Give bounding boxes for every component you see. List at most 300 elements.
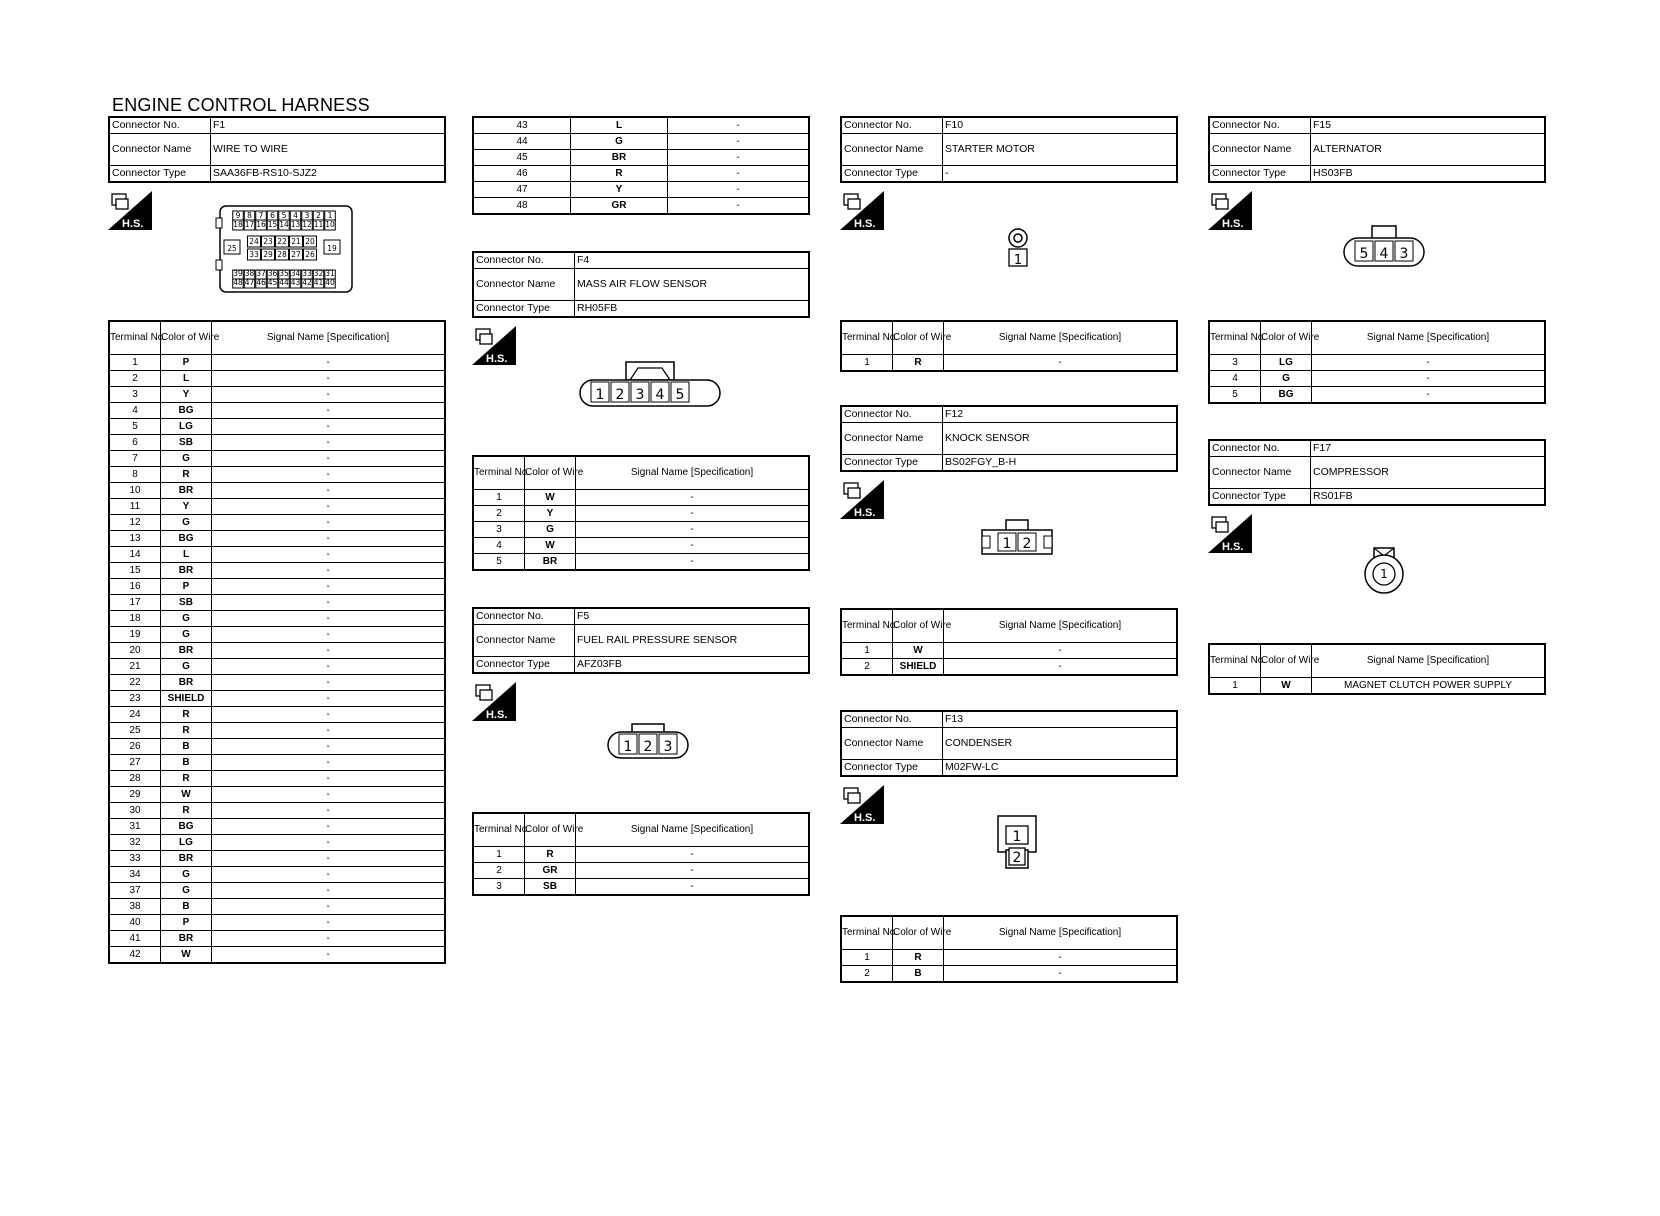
- hs-label: H.S.: [486, 709, 508, 721]
- terminal-no-cell: 32: [109, 835, 161, 851]
- pin-label: 27: [291, 250, 301, 259]
- terminal-no-cell: 21: [109, 659, 161, 675]
- terminal-no-cell: 29: [109, 787, 161, 803]
- pin-label: 41: [313, 278, 324, 287]
- wire-color-cell: BG: [161, 531, 212, 547]
- table-row: [109, 371, 445, 387]
- wire-color-cell: W: [525, 490, 576, 506]
- terminal-no-header: Terminal No.: [109, 321, 161, 355]
- signal-name-cell: -: [212, 915, 446, 931]
- signal-name-cell: -: [212, 403, 446, 419]
- connector-f13-pin-table: [840, 915, 1178, 983]
- pin-label: 48: [233, 278, 243, 287]
- table-row: [1209, 355, 1545, 371]
- table-row: [109, 675, 445, 691]
- wire-color-cell: G: [161, 451, 212, 467]
- table-row: [1209, 387, 1545, 404]
- connector-f15-diagram: [1342, 224, 1426, 270]
- terminal-no-cell: 19: [109, 627, 161, 643]
- terminal-no-cell: 12: [109, 515, 161, 531]
- signal-name-cell: -: [212, 515, 446, 531]
- signal-name-cell: -: [212, 355, 446, 371]
- wire-color-cell: SB: [161, 435, 212, 451]
- table-row: [109, 931, 445, 947]
- harness-side-icon: [472, 682, 516, 721]
- wire-color-cell: BR: [161, 675, 212, 691]
- wire-color-cell: BR: [161, 643, 212, 659]
- pin-table: [840, 608, 1178, 676]
- harness-side-icon: [1208, 191, 1252, 230]
- wire-color-cell: G: [161, 883, 212, 899]
- table-row: [473, 117, 809, 134]
- hs-label: H.S.: [854, 812, 876, 824]
- connector-name-value: CONDENSER: [943, 728, 1178, 760]
- terminal-no-cell: 31: [109, 819, 161, 835]
- signal-name-cell: -: [212, 707, 446, 723]
- pin-label: 32: [313, 269, 324, 278]
- connector-f12-pin-table: [840, 608, 1178, 676]
- pin-label: 19: [327, 244, 337, 253]
- wire-color-cell: W: [161, 947, 212, 964]
- terminal-no-cell: 2: [841, 966, 893, 983]
- signal-name-cell: -: [576, 554, 810, 571]
- pin-label: 7: [258, 211, 264, 220]
- connector-type-value: RH05FB: [575, 301, 810, 318]
- signal-name-cell: -: [212, 643, 446, 659]
- hs-label: H.S.: [122, 218, 144, 230]
- wire-color-cell: SHIELD: [893, 659, 944, 676]
- pin-label: 2: [643, 739, 653, 755]
- terminal-no-cell: 1: [841, 950, 893, 966]
- connector-no-label: Connector No.: [1209, 117, 1311, 134]
- terminal-no-cell: 3: [473, 522, 525, 538]
- connector-type-value: HS03FB: [1311, 166, 1546, 183]
- wire-color-cell: R: [161, 467, 212, 483]
- connector-info-table: [1208, 116, 1546, 183]
- signal-name-header: Signal Name [Specification]: [576, 813, 810, 847]
- signal-name-cell: -: [212, 947, 446, 964]
- signal-name-header: Signal Name [Specification]: [1312, 644, 1546, 678]
- table-row: [109, 531, 445, 547]
- pin-label: 46: [256, 278, 266, 287]
- pin-label: 5: [1359, 246, 1369, 262]
- wire-color-cell: BR: [161, 931, 212, 947]
- signal-name-cell: -: [212, 483, 446, 499]
- hs-label: H.S.: [854, 507, 876, 519]
- connector-type-label: Connector Type: [473, 657, 575, 674]
- pin-label: 2: [615, 387, 625, 403]
- pin-label: 3: [304, 211, 310, 220]
- connector-f10-pin-table: [840, 320, 1178, 372]
- terminal-no-cell: 22: [109, 675, 161, 691]
- table-row: [1209, 371, 1545, 387]
- table-row: [109, 883, 445, 899]
- connector-f17-diagram: [1362, 546, 1406, 596]
- table-row: [109, 563, 445, 579]
- signal-name-cell: -: [212, 867, 446, 883]
- terminal-no-cell: 38: [109, 899, 161, 915]
- wire-color-cell: Y: [571, 182, 668, 198]
- wire-color-cell: P: [161, 915, 212, 931]
- pin-label: 1: [595, 387, 605, 403]
- signal-name-cell: -: [944, 966, 1178, 983]
- table-row: [841, 643, 1177, 659]
- terminal-no-cell: 2: [473, 863, 525, 879]
- hs-label: H.S.: [486, 353, 508, 365]
- pin-label: 3: [663, 739, 673, 755]
- connector-info-table: [840, 116, 1178, 183]
- signal-name-cell: -: [212, 755, 446, 771]
- table-row: [109, 499, 445, 515]
- page-title: ENGINE CONTROL HARNESS: [112, 95, 370, 115]
- wire-color-cell: Y: [525, 506, 576, 522]
- wire-color-cell: BG: [161, 403, 212, 419]
- connector-f12-diagram: [980, 518, 1054, 558]
- signal-name-cell: -: [212, 675, 446, 691]
- terminal-no-cell: 48: [473, 198, 571, 215]
- pin-label: 26: [305, 250, 315, 259]
- wire-color-cell: L: [161, 547, 212, 563]
- pin-label: 10: [325, 220, 335, 229]
- signal-name-cell: -: [576, 522, 810, 538]
- terminal-no-cell: 41: [109, 931, 161, 947]
- table-row: [473, 847, 809, 863]
- table-row: [473, 554, 809, 571]
- pin-label: 4: [1379, 246, 1389, 262]
- harness-side-icon: [840, 191, 884, 230]
- connector-info-table: [472, 607, 810, 674]
- terminal-no-header: Terminal No.: [841, 916, 893, 950]
- pin-table: [472, 116, 810, 215]
- table-row: [473, 150, 809, 166]
- signal-name-cell: MAGNET CLUTCH POWER SUPPLY: [1312, 678, 1546, 695]
- pin-label: 1: [1012, 829, 1022, 845]
- terminal-no-cell: 3: [473, 879, 525, 896]
- terminal-no-cell: 33: [109, 851, 161, 867]
- pin-label: 1: [1013, 253, 1023, 268]
- signal-name-cell: -: [212, 387, 446, 403]
- connector-f1-diagram: [216, 204, 356, 294]
- pin-label: 33: [249, 250, 259, 259]
- signal-name-cell: -: [212, 771, 446, 787]
- terminal-no-cell: 44: [473, 134, 571, 150]
- pin-table: [1208, 643, 1546, 695]
- pin-label: 2: [316, 211, 321, 220]
- wire-color-cell: R: [161, 723, 212, 739]
- signal-name-cell: -: [212, 835, 446, 851]
- wire-color-cell: W: [1261, 678, 1312, 695]
- table-row: [109, 691, 445, 707]
- signal-name-cell: -: [944, 659, 1178, 676]
- color-of-wire-header: Color of Wire: [893, 321, 944, 355]
- terminal-no-cell: 13: [109, 531, 161, 547]
- signal-name-cell: -: [1312, 355, 1546, 371]
- wire-color-cell: R: [893, 950, 944, 966]
- connector-name-value: MASS AIR FLOW SENSOR: [575, 269, 810, 301]
- signal-name-cell: -: [212, 931, 446, 947]
- pin-label: 34: [290, 269, 301, 278]
- signal-name-cell: -: [212, 739, 446, 755]
- wire-color-cell: P: [161, 355, 212, 371]
- table-row: [109, 915, 445, 931]
- terminal-no-cell: 23: [109, 691, 161, 707]
- hs-label: H.S.: [854, 218, 876, 230]
- pin-table: [472, 812, 810, 896]
- connector-name-value: WIRE TO WIRE: [211, 134, 446, 166]
- wire-color-cell: GR: [571, 198, 668, 215]
- table-row: [109, 707, 445, 723]
- table-row: [109, 547, 445, 563]
- table-row: [109, 355, 445, 371]
- connector-type-value: -: [943, 166, 1178, 183]
- pin-label: 29: [263, 250, 273, 259]
- terminal-no-cell: 46: [473, 166, 571, 182]
- connector-f17-pin-table: [1208, 643, 1546, 695]
- connector-no-label: Connector No.: [841, 117, 943, 134]
- terminal-no-cell: 37: [109, 883, 161, 899]
- table-row: [841, 966, 1177, 983]
- color-of-wire-header: Color of Wire: [1261, 644, 1312, 678]
- signal-name-cell: -: [668, 134, 810, 150]
- wire-color-cell: W: [893, 643, 944, 659]
- connector-name-value: ALTERNATOR: [1311, 134, 1546, 166]
- terminal-no-cell: 14: [109, 547, 161, 563]
- signal-name-cell: -: [212, 467, 446, 483]
- wire-color-cell: G: [1261, 371, 1312, 387]
- connector-info-table: [108, 116, 446, 183]
- signal-name-cell: -: [668, 117, 810, 134]
- signal-name-cell: -: [576, 879, 810, 896]
- pin-label: 5: [675, 387, 685, 403]
- harness-side-icon: [840, 480, 884, 519]
- terminal-no-cell: 4: [109, 403, 161, 419]
- terminal-no-cell: 2: [109, 371, 161, 387]
- hs-label: H.S.: [1222, 218, 1244, 230]
- signal-name-cell: -: [576, 538, 810, 554]
- pin-label: 12: [302, 220, 312, 229]
- wire-color-cell: G: [161, 627, 212, 643]
- table-row: [1209, 678, 1545, 695]
- connector-no-label: Connector No.: [841, 711, 943, 728]
- pin-label: 13: [290, 220, 301, 229]
- connector-type-label: Connector Type: [473, 301, 575, 318]
- table-row: [109, 435, 445, 451]
- wire-color-cell: B: [161, 755, 212, 771]
- pin-label: 20: [305, 237, 315, 246]
- wire-color-cell: LG: [1261, 355, 1312, 371]
- connector-no-label: Connector No.: [109, 117, 211, 134]
- pin-label: 15: [267, 220, 278, 229]
- terminal-no-cell: 42: [109, 947, 161, 964]
- connector-f13: [840, 710, 1178, 777]
- wire-color-cell: Y: [161, 499, 212, 515]
- wire-color-cell: G: [571, 134, 668, 150]
- connector-no-label: Connector No.: [841, 406, 943, 423]
- connector-f5-pin-table: [472, 812, 810, 896]
- signal-name-cell: -: [944, 643, 1178, 659]
- terminal-no-cell: 1: [841, 355, 893, 372]
- connector-info-table: [1208, 439, 1546, 506]
- connector-name-value: KNOCK SENSOR: [943, 423, 1178, 455]
- pin-label: 11: [313, 220, 324, 229]
- terminal-no-cell: 4: [1209, 371, 1261, 387]
- harness-side-icon: [472, 326, 516, 365]
- connector-f1-continued-table: [472, 116, 810, 215]
- wire-color-cell: BR: [161, 851, 212, 867]
- pin-label: 38: [244, 269, 255, 278]
- pin-label: 1: [1002, 536, 1012, 552]
- signal-name-cell: -: [212, 419, 446, 435]
- table-row: [109, 595, 445, 611]
- pin-label: 2: [1022, 536, 1032, 552]
- connector-f13-diagram: [996, 814, 1038, 870]
- connector-f10: [840, 116, 1178, 183]
- connector-no-label: Connector No.: [1209, 440, 1311, 457]
- table-row: [109, 515, 445, 531]
- table-row: [109, 851, 445, 867]
- connector-no-value: F10: [943, 117, 1178, 134]
- pin-label: 35: [279, 269, 289, 278]
- connector-name-label: Connector Name: [1209, 457, 1311, 489]
- wire-color-cell: G: [161, 659, 212, 675]
- hs-label: H.S.: [1222, 541, 1244, 553]
- signal-name-cell: -: [668, 166, 810, 182]
- signal-name-header: Signal Name [Specification]: [944, 609, 1178, 643]
- connector-no-value: F4: [575, 252, 810, 269]
- connector-type-value: M02FW-LC: [943, 760, 1178, 777]
- wire-color-cell: L: [161, 371, 212, 387]
- connector-f15-pin-table: [1208, 320, 1546, 404]
- connector-name-label: Connector Name: [841, 423, 943, 455]
- terminal-no-cell: 1: [841, 643, 893, 659]
- pin-label: 18: [233, 220, 243, 229]
- terminal-no-cell: 45: [473, 150, 571, 166]
- pin-label: 39: [233, 269, 243, 278]
- pin-label: 9: [235, 211, 241, 220]
- wire-color-cell: B: [161, 739, 212, 755]
- table-row: [109, 579, 445, 595]
- pin-table: [472, 455, 810, 571]
- connector-name-label: Connector Name: [1209, 134, 1311, 166]
- table-row: [473, 538, 809, 554]
- table-row: [109, 611, 445, 627]
- wire-color-cell: Y: [161, 387, 212, 403]
- table-row: [109, 835, 445, 851]
- pin-label: 8: [247, 211, 252, 220]
- wire-color-cell: BR: [571, 150, 668, 166]
- connector-name-value: COMPRESSOR: [1311, 457, 1546, 489]
- color-of-wire-header: Color of Wire: [161, 321, 212, 355]
- table-row: [473, 879, 809, 896]
- connector-type-value: SAA36FB-RS10-SJZ2: [211, 166, 446, 183]
- pin-label: 14: [279, 220, 289, 229]
- pin-table: [840, 915, 1178, 983]
- pin-label: 47: [244, 278, 255, 287]
- terminal-no-cell: 5: [473, 554, 525, 571]
- wire-color-cell: SHIELD: [161, 691, 212, 707]
- table-row: [109, 387, 445, 403]
- connector-f10-diagram: [1006, 228, 1030, 268]
- signal-name-cell: -: [944, 950, 1178, 966]
- signal-name-cell: -: [668, 150, 810, 166]
- wire-color-cell: BR: [161, 483, 212, 499]
- connector-name-label: Connector Name: [473, 625, 575, 657]
- table-row: [109, 755, 445, 771]
- connector-no-label: Connector No.: [473, 608, 575, 625]
- wire-color-cell: P: [161, 579, 212, 595]
- wire-color-cell: W: [161, 787, 212, 803]
- signal-name-cell: -: [212, 499, 446, 515]
- terminal-no-cell: 2: [473, 506, 525, 522]
- connector-type-label: Connector Type: [1209, 489, 1311, 506]
- signal-name-cell: -: [576, 506, 810, 522]
- terminal-no-cell: 40: [109, 915, 161, 931]
- wire-color-cell: G: [525, 522, 576, 538]
- terminal-no-cell: 16: [109, 579, 161, 595]
- wire-color-cell: BG: [1261, 387, 1312, 404]
- table-row: [109, 627, 445, 643]
- terminal-no-cell: 27: [109, 755, 161, 771]
- table-row: [109, 419, 445, 435]
- terminal-no-cell: 34: [109, 867, 161, 883]
- color-of-wire-header: Color of Wire: [1261, 321, 1312, 355]
- pin-label: 16: [256, 220, 266, 229]
- connector-no-value: F5: [575, 608, 810, 625]
- connector-info-table: [840, 710, 1178, 777]
- table-row: [109, 867, 445, 883]
- connector-type-label: Connector Type: [841, 760, 943, 777]
- pin-label: 24: [249, 237, 259, 246]
- signal-name-cell: -: [576, 490, 810, 506]
- table-row: [109, 947, 445, 964]
- wire-color-cell: SB: [161, 595, 212, 611]
- signal-name-header: Signal Name [Specification]: [1312, 321, 1546, 355]
- connector-f1: [108, 116, 446, 183]
- connector-type-label: Connector Type: [109, 166, 211, 183]
- connector-f1-pin-table: [108, 320, 446, 964]
- terminal-no-cell: 5: [1209, 387, 1261, 404]
- table-row: [109, 403, 445, 419]
- connector-type-value: RS01FB: [1311, 489, 1546, 506]
- table-row: [473, 506, 809, 522]
- pin-table: [840, 320, 1178, 372]
- signal-name-cell: -: [212, 435, 446, 451]
- pin-label: 17: [244, 220, 255, 229]
- terminal-no-cell: 47: [473, 182, 571, 198]
- terminal-no-cell: 17: [109, 595, 161, 611]
- wire-color-cell: L: [571, 117, 668, 134]
- table-row: [109, 483, 445, 499]
- terminal-no-cell: 1: [1209, 678, 1261, 695]
- connector-name-label: Connector Name: [473, 269, 575, 301]
- table-row: [841, 355, 1177, 372]
- table-row: [109, 899, 445, 915]
- signal-name-cell: -: [212, 627, 446, 643]
- signal-name-cell: -: [212, 819, 446, 835]
- terminal-no-cell: 5: [109, 419, 161, 435]
- pin-label: 1: [327, 211, 333, 220]
- terminal-no-cell: 1: [109, 355, 161, 371]
- color-of-wire-header: Color of Wire: [525, 813, 576, 847]
- signal-name-cell: -: [212, 723, 446, 739]
- color-of-wire-header: Color of Wire: [893, 609, 944, 643]
- table-row: [473, 166, 809, 182]
- signal-name-cell: -: [1312, 387, 1546, 404]
- connector-name-value: FUEL RAIL PRESSURE SENSOR: [575, 625, 810, 657]
- terminal-no-cell: 18: [109, 611, 161, 627]
- signal-name-cell: -: [212, 451, 446, 467]
- terminal-no-header: Terminal No.: [1209, 321, 1261, 355]
